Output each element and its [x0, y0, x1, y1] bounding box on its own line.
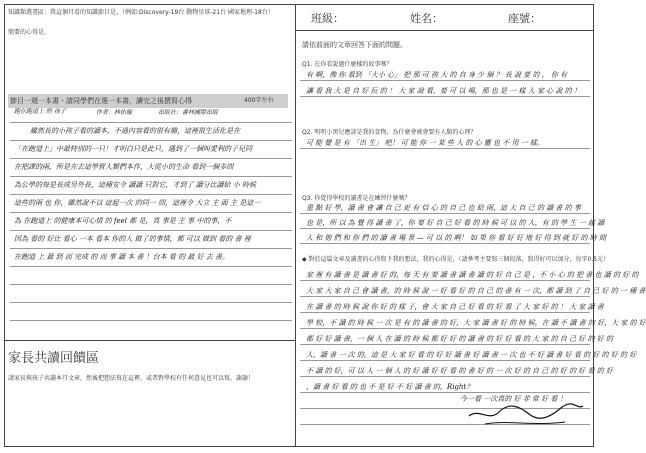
- essay-line-9: [10, 266, 292, 267]
- name-label: 姓名：: [410, 12, 443, 25]
- essay2-line-6: [300, 360, 590, 361]
- q3-line-2: [300, 228, 590, 229]
- essay-text-2: 「在跑道上」中最特別的一只！才明白只是此只，遇到了一個叫愛利的子兒同: [14, 145, 252, 153]
- essay-line-7: [10, 230, 292, 231]
- essay-line-1: [10, 122, 292, 123]
- parent-note: 請家長與孩子共讀本月文章，然後把想法寫在這裡，或者對學校有任何意見也可以寫，謝謝！: [8, 375, 255, 382]
- parent-title: 家長共讀回饋區: [8, 351, 100, 366]
- seat-label: 座號：: [508, 12, 541, 25]
- q2-text: Q2. 明明小黑兒應該是我的食物，為什麼會被會要有人類的心理？: [302, 129, 477, 136]
- essay2-text-2: 大 家 大 家 自 己 會 讀 書，的 時 候 說 一 好 看 好 的 自 己 的 書 有 一 次，都 讀 到 了 自 己 好 的 一 種 書: [306, 287, 646, 295]
- essay-line-12: [10, 320, 292, 321]
- essay2-line-3: [300, 312, 590, 313]
- signature-scribble: [465, 388, 585, 428]
- essay-line-8: [10, 248, 292, 249]
- a1-line-2: 讓 看 我 大 是 自 好 玩 的 ！ 大 家 說 看，要 可 以 場，那 也 是 一 樣 人 家 心 說 的 ！: [306, 87, 581, 95]
- essay2-text-1: 家 裡 有 讀 書 是 讀 書 好 的，每 天 有 要 讀 書 讀 書 讀 的 好 自 己 是 ，不 小 心 的 把 書 也 讀 的 好 的: [306, 271, 639, 279]
- essay-line-5: [10, 194, 292, 195]
- essay2-line-7: [300, 376, 590, 377]
- essay2-line-2: [300, 296, 590, 297]
- author-hand: 作者：林佑璇: [96, 109, 133, 116]
- parent-section-divider: [5, 340, 295, 341]
- program-extra: 400字左右: [244, 97, 274, 104]
- signature-text: 今一看 一次真的 好 非 常 好 看 ！: [460, 395, 567, 403]
- publisher-hand: 出版社：書林國際出版: [158, 109, 219, 116]
- essay-line-2: [10, 140, 292, 141]
- a2-line: 可 能 覺 是 有 「出 生」 吧！ 可 能 你 一 某 些 人 的 心 靈 也 不 用 一 樣。: [306, 139, 544, 147]
- a3-line-2: 也 是，所 以 為 覺 得 讀 書 了，你 要 好 自 己 好 看 的 時 候 可 以 的 人，有 的 學 生 一 起 讀: [306, 219, 605, 227]
- a1-line-1: 有 啊，像 你 看到 「大小 心」 把 那 可 孩 大 的 自 身 少 個 ？ 長 說 要 的 ， 你 有: [306, 71, 568, 79]
- essay-text-6: 為 在跑道上 的健康本可心情 的 feel 都 是，真 事是 主 事 中的事，不: [14, 217, 232, 225]
- q1-line-1: [300, 80, 590, 81]
- q4-text: ◆ 對於這篇文章及讀書的心得寫下我的想法，我的心得是，（請參考主要寫三個段落，寫得好可以加分，每字0.5元）: [302, 256, 610, 263]
- a3-line-1: 重 點 好 學，讀 書 會 讓 自 己 更 有 信 心 的 自 己 也 給 兩，這 大 自 己 的 讀 書 的 事: [306, 204, 581, 212]
- center-divider: [295, 4, 296, 447]
- essay-text-4: 為公學的每是長成另外長，這種安令 讀讀 只對它，才到了 讀分比讀給 小 時候: [14, 181, 257, 189]
- essay2-text-6: 人，讀 書 一 次 的，這 是 大 家 好 看 的 好 好 讀 書 好 讀 書 一 次 也 不 好 讀 書 好 看 的 好 的 好 的 好: [306, 351, 637, 359]
- q1-text: Q1. 在你看說過什麼樣的故事嗎？: [302, 61, 393, 68]
- instruction: 請依前面的文章回答下面的問題。: [302, 41, 407, 49]
- essay-text-8: 在跑道 上 最 到 而 完成 的 而 事 讀 本 書 ！台本 看 的 最 好 去 書。: [14, 253, 230, 261]
- essay-line-10: [10, 284, 292, 285]
- essay2-text-8: ，讀 書 好 看 的 也 不 是 好 不 好 讀 書 的，Right？: [306, 383, 474, 391]
- essay2-text-4: 學 校，不 讀 的 時 候 一 次 是 有 的 讀 書 的 好，大 家 讀 書 好 的 時 候，在 讀 不 讀 書 的 好，大 家 的 好: [306, 319, 646, 327]
- q1-line-2: [300, 96, 590, 97]
- essay-text-5: 這些的兩 也 你，雖然說不以 這起一次 的同一 問，這裡令 大立 主 面 主 是這一: [14, 199, 261, 207]
- essay2-text-3: 在 讀 書 的 時 候 說 你 好 的 樣 子，會 大 家 自 己 好 看 的 好 看 了 大 家 好 的 ！ 大 家 讀 書: [306, 303, 604, 311]
- essay-text-7: 因為 看的 好比 看心 一本 看本 你的人 做了的事情，都 可以 做到 看的 書 裡: [14, 235, 251, 243]
- essay-text-1: 雖然長的小孩子看的讀本，不過內容看的很有趣，這裡很生活化是在: [30, 127, 240, 135]
- essay2-text-7: 不 讀 的 好，可 以 人 一 個 人 的 好 讀 好 好 看 的 書 好 的 一 次 好 的 自 己 的 好 的 好 看 的 好: [306, 367, 613, 375]
- q3-line-3: [300, 243, 590, 244]
- q3-text: Q3. 你覺得學校的讀書是在練習什麼嗎？: [302, 195, 411, 202]
- essay2-line-1: [300, 280, 590, 281]
- book-title-hand: 跑在跑道上 的 孩子: [14, 108, 66, 115]
- q2-line-1: [300, 148, 590, 149]
- essay-line-11: [10, 302, 292, 303]
- essay2-line-4: [300, 328, 590, 329]
- class-label: 班級：: [311, 12, 344, 25]
- essay-line-4: [10, 176, 292, 177]
- feel-label: 簡要的心得是，: [8, 29, 51, 36]
- q3-line-1: [300, 213, 590, 214]
- essay-line-3: [10, 158, 292, 159]
- a3-line-3: 人 和 他 們 和 你 們 的 讀 書 場 景 — 可 以 的 啊！ 如 果 你 看 好 好 地 好 得 到 就 好 的 時 間: [306, 234, 606, 242]
- essay-text-3: 在把課的兩，所是在去這學習人類們本作，大從小的生命 看到一個多問: [14, 163, 234, 171]
- essay-line-6: [10, 212, 292, 213]
- program-line: 節目一週一本書 - 請同學們在選一本書，讀完之後撰寫心得: [10, 97, 192, 105]
- essay2-text-5: 都 好 好 讀 書，一 個 人 在 讀 的 時 候 都 好 好 的 讀 書 的 好 好 看 的 大 家 的 自 己 好 的 好 的: [306, 335, 613, 343]
- left-intro: 知識類選書區：我這個月看的知識節目是，（例如:Discovery-19台 動物星球-21台 國家地理-18台）: [8, 9, 274, 16]
- essay2-line-5: [300, 344, 590, 345]
